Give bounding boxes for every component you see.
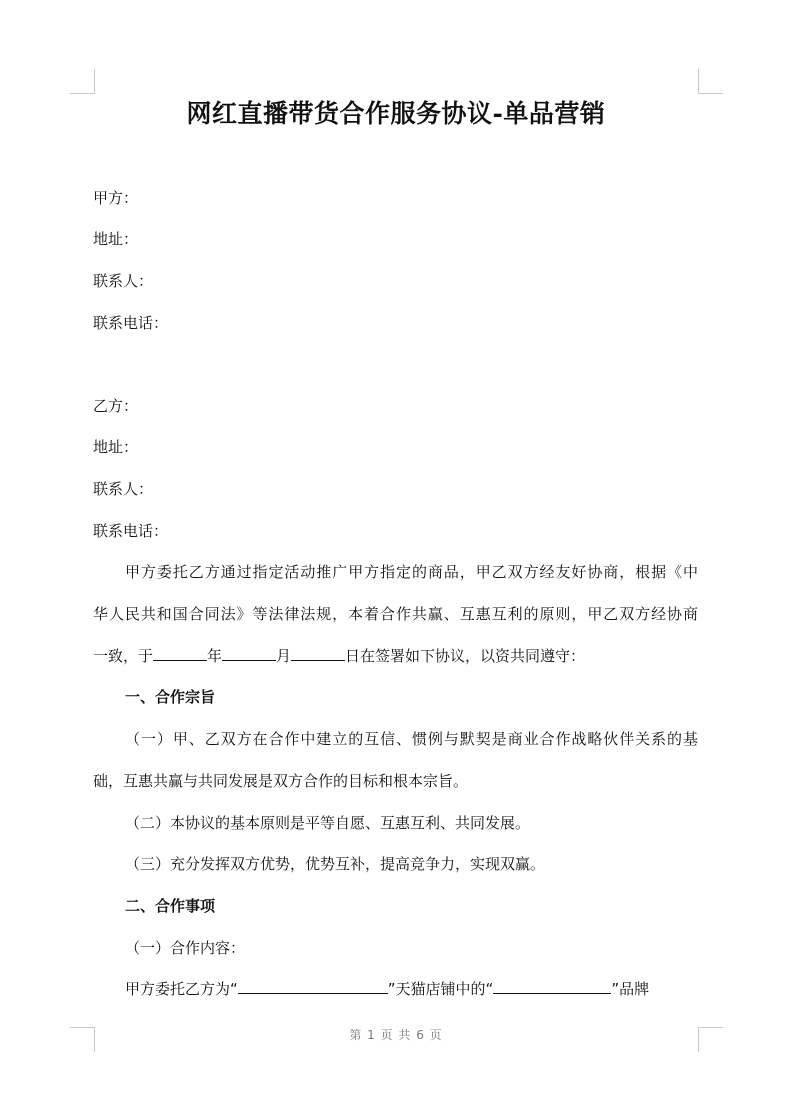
document-title: 网红直播带货合作服务协议-单品营销 — [186, 99, 606, 128]
year-blank — [153, 645, 207, 661]
party-a-address: 地址： — [93, 230, 139, 248]
intro-line-3 — [93, 645, 585, 667]
party-b-phone: 联系电话： — [93, 522, 169, 540]
store-name-blank — [238, 978, 388, 994]
section-2-item-1: （一）合作内容： — [125, 939, 246, 957]
intro-line-3-prefix: 一致，于 — [93, 647, 154, 665]
crop-mark-top-left — [70, 69, 95, 94]
intro-line-2: 华人民共和国合同法》等法律法规，本着合作共赢、互惠互利的原则，甲乙双方经协商 — [93, 605, 698, 623]
page-indicator: 第 1 页 共 6 页 — [349, 1028, 443, 1042]
brand-name-blank — [493, 978, 611, 994]
section-1-item-1-line-1: （一）甲、乙双方在合作中建立的互信、惯例与默契是商业合作战略伙伴关系的基 — [125, 730, 698, 748]
section-2-para-mid: ”天猫店铺中的“ — [387, 980, 494, 998]
section-1-item-1-line-2: 础，互惠共赢与共同发展是双方合作的目标和根本宗旨。 — [93, 772, 469, 790]
section-1-heading: 一、合作宗旨 — [125, 688, 216, 706]
section-2-heading: 二、合作事项 — [125, 897, 216, 915]
section-1-item-3: （三）充分发挥双方优势，优势互补，提高竞争力，实现双赢。 — [125, 855, 546, 873]
party-b-address: 地址： — [93, 438, 139, 456]
party-a-phone: 联系电话： — [93, 314, 169, 332]
day-blank — [291, 645, 345, 661]
section-2-paragraph — [125, 978, 649, 1000]
year-label: 年 — [207, 647, 223, 665]
section-2-para-suffix: ”品牌 — [611, 980, 650, 998]
month-blank — [222, 645, 276, 661]
crop-mark-top-right — [698, 69, 723, 94]
party-b-label: 乙方： — [93, 397, 139, 415]
section-1-item-2: （二）本协议的基本原则是平等自愿、互惠互利、共同发展。 — [125, 814, 531, 832]
party-b-contact: 联系人： — [93, 480, 154, 498]
intro-line-3-suffix: 日在签署如下协议，以资共同遵守： — [345, 647, 586, 665]
intro-line-1: 甲方委托乙方通过指定活动推广甲方指定的商品，甲乙双方经友好协商，根据《中 — [125, 563, 698, 581]
party-a-contact: 联系人： — [93, 272, 154, 290]
month-label: 月 — [276, 647, 292, 665]
party-a-label: 甲方： — [93, 189, 139, 207]
section-2-para-prefix: 甲方委托乙方为“ — [125, 980, 238, 998]
